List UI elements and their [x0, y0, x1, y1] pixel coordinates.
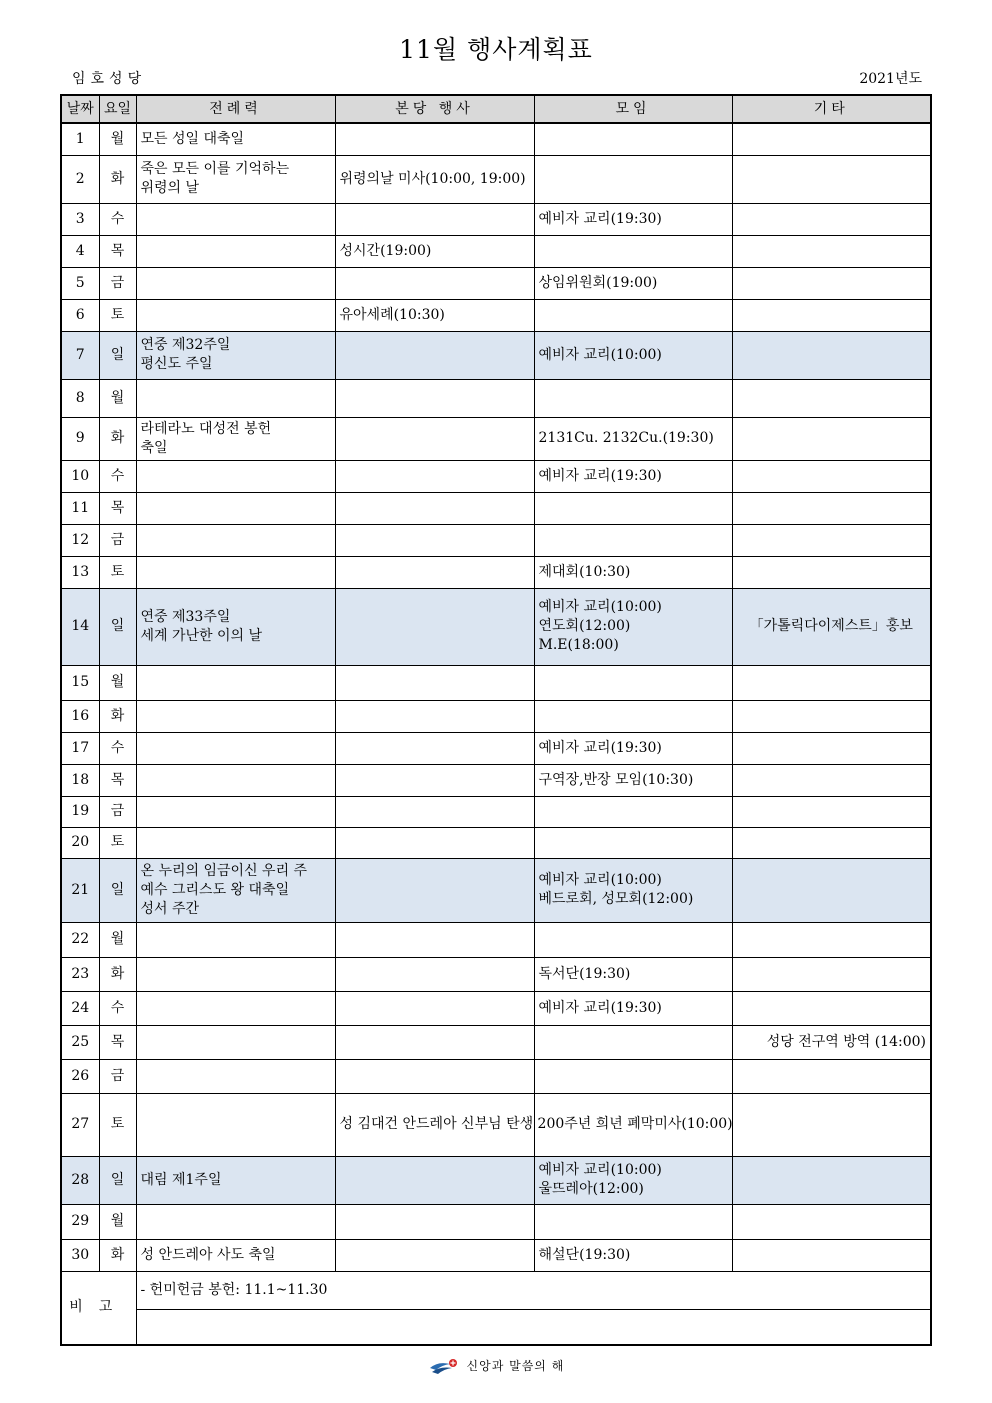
church-event-cell — [335, 267, 534, 299]
church-event-cell — [335, 991, 534, 1025]
weekday-cell: 토 — [99, 827, 136, 858]
date-cell: 22 — [61, 922, 99, 957]
date-cell: 20 — [61, 827, 99, 858]
liturgy-cell — [136, 556, 335, 588]
etc-cell — [732, 235, 931, 267]
meeting-cell: 독서단(19:30) — [534, 957, 732, 991]
footer — [0, 1357, 992, 1376]
etc-cell — [732, 203, 931, 235]
table-row — [61, 764, 931, 796]
church-event-cell — [335, 922, 534, 957]
notes-row — [61, 1271, 931, 1309]
weekday-cell: 토 — [99, 556, 136, 588]
table-row — [61, 827, 931, 858]
church-event-cell — [335, 524, 534, 556]
weekday-cell: 일 — [99, 858, 136, 922]
etc-cell: 「가톨릭다이제스트」홍보 — [732, 588, 931, 665]
date-cell: 18 — [61, 764, 99, 796]
date-cell: 9 — [61, 417, 99, 460]
meeting-cell — [534, 796, 732, 827]
table-row — [61, 858, 931, 922]
date-cell: 27 — [61, 1093, 99, 1156]
date-cell: 26 — [61, 1059, 99, 1093]
liturgy-cell — [136, 922, 335, 957]
date-cell: 28 — [61, 1156, 99, 1204]
meeting-cell — [534, 1025, 732, 1059]
event-plan-table — [60, 94, 932, 1346]
liturgy-cell — [136, 827, 335, 858]
date-cell: 1 — [61, 123, 99, 155]
church-event-cell — [335, 379, 534, 417]
date-cell: 19 — [61, 796, 99, 827]
etc-cell — [732, 922, 931, 957]
church-event-cell — [335, 556, 534, 588]
date-cell: 23 — [61, 957, 99, 991]
liturgy-cell — [136, 492, 335, 524]
etc-cell — [732, 331, 931, 379]
liturgy-cell — [136, 796, 335, 827]
liturgy-cell — [136, 203, 335, 235]
date-cell: 25 — [61, 1025, 99, 1059]
etc-cell — [732, 417, 931, 460]
table-row — [61, 235, 931, 267]
page-title: 11월 행사계획표 — [399, 35, 593, 64]
etc-cell — [732, 764, 931, 796]
meeting-cell — [534, 1204, 732, 1239]
church-event-cell — [335, 417, 534, 460]
date-cell: 3 — [61, 203, 99, 235]
header-church-events: 본당 행사 — [335, 95, 534, 123]
etc-cell — [732, 991, 931, 1025]
liturgy-cell — [136, 379, 335, 417]
weekday-cell: 월 — [99, 922, 136, 957]
table-row — [61, 1239, 931, 1271]
meeting-cell: 예비자 교리(19:30) — [534, 991, 732, 1025]
meeting-cell — [534, 827, 732, 858]
etc-cell — [732, 665, 931, 700]
table-row — [61, 1093, 931, 1156]
liturgy-cell — [136, 235, 335, 267]
date-cell: 14 — [61, 588, 99, 665]
weekday-cell: 금 — [99, 796, 136, 827]
table-row — [61, 492, 931, 524]
weekday-cell: 화 — [99, 1239, 136, 1271]
date-cell: 15 — [61, 665, 99, 700]
table-row — [61, 155, 931, 203]
church-event-cell — [335, 492, 534, 524]
liturgy-cell — [136, 991, 335, 1025]
liturgy-cell — [136, 299, 335, 331]
meeting-cell — [534, 922, 732, 957]
weekday-cell: 토 — [99, 1093, 136, 1156]
church-event-cell — [335, 1156, 534, 1204]
liturgy-cell — [136, 524, 335, 556]
liturgy-cell — [136, 957, 335, 991]
church-event-cell — [335, 1204, 534, 1239]
table-row — [61, 460, 931, 492]
footer-text: 신앙과 말씀의 해 — [466, 1359, 565, 1373]
meeting-cell: 예비자 교리(19:30) — [534, 203, 732, 235]
notes-label: 비고 — [61, 1271, 136, 1345]
church-event-cell — [335, 1239, 534, 1271]
weekday-cell: 수 — [99, 460, 136, 492]
meeting-cell — [534, 123, 732, 155]
table-row — [61, 732, 931, 764]
etc-cell — [732, 1204, 931, 1239]
notes-line-1: - 헌미헌금 봉헌: 11.1~11.30 — [136, 1271, 931, 1309]
date-cell: 13 — [61, 556, 99, 588]
header-meetings: 모임 — [534, 95, 732, 123]
liturgy-cell — [136, 1204, 335, 1239]
liturgy-cell — [136, 700, 335, 732]
table-row — [61, 299, 931, 331]
etc-cell — [732, 379, 931, 417]
meeting-cell: 예비자 교리(19:30) — [534, 460, 732, 492]
meeting-cell — [534, 524, 732, 556]
table-row — [61, 991, 931, 1025]
weekday-cell: 목 — [99, 764, 136, 796]
weekday-cell: 금 — [99, 524, 136, 556]
table-row — [61, 203, 931, 235]
church-event-cell — [335, 1025, 534, 1059]
table-row — [61, 922, 931, 957]
date-cell: 17 — [61, 732, 99, 764]
liturgy-cell: 온 누리의 임금이신 우리 주 예수 그리스도 왕 대축일 성서 주간 — [136, 858, 335, 922]
date-cell: 8 — [61, 379, 99, 417]
table-row — [61, 379, 931, 417]
church-event-cell — [335, 588, 534, 665]
church-event-cell — [335, 123, 534, 155]
weekday-cell: 월 — [99, 123, 136, 155]
date-cell: 30 — [61, 1239, 99, 1271]
meeting-cell: 2131Cu. 2132Cu.(19:30) — [534, 417, 732, 460]
liturgy-cell: 연중 제33주일 세계 가난한 이의 날 — [136, 588, 335, 665]
liturgy-cell: 죽은 모든 이를 기억하는 위령의 날 — [136, 155, 335, 203]
weekday-cell: 화 — [99, 957, 136, 991]
weekday-cell: 월 — [99, 665, 136, 700]
date-cell: 10 — [61, 460, 99, 492]
weekday-cell: 목 — [99, 492, 136, 524]
etc-cell — [732, 556, 931, 588]
date-cell: 5 — [61, 267, 99, 299]
meeting-cell — [534, 1059, 732, 1093]
table-row — [61, 331, 931, 379]
liturgy-cell — [136, 460, 335, 492]
liturgy-cell: 대림 제1주일 — [136, 1156, 335, 1204]
notes-row — [61, 1309, 931, 1345]
weekday-cell: 토 — [99, 299, 136, 331]
weekday-cell: 목 — [99, 1025, 136, 1059]
meeting-cell — [534, 492, 732, 524]
meeting-cell — [534, 155, 732, 203]
date-cell: 29 — [61, 1204, 99, 1239]
weekday-cell: 수 — [99, 732, 136, 764]
date-cell: 24 — [61, 991, 99, 1025]
etc-cell — [732, 796, 931, 827]
date-cell: 7 — [61, 331, 99, 379]
etc-cell: 성당 전구역 방역 (14:00) — [732, 1025, 931, 1059]
table-row — [61, 1204, 931, 1239]
table-row — [61, 267, 931, 299]
church-event-cell: 유아세례(10:30) — [335, 299, 534, 331]
meeting-cell: 예비자 교리(19:30) — [534, 732, 732, 764]
table-row — [61, 1059, 931, 1093]
table-row — [61, 588, 931, 665]
liturgy-cell — [136, 1093, 335, 1156]
parish-name: 임호성당 — [72, 71, 147, 87]
table-row — [61, 796, 931, 827]
church-event-cell — [335, 957, 534, 991]
table-header-row — [61, 95, 931, 123]
etc-cell — [732, 1093, 931, 1156]
etc-cell — [732, 299, 931, 331]
meeting-cell: 상임위원회(19:00) — [534, 267, 732, 299]
etc-cell — [732, 957, 931, 991]
meeting-cell — [534, 379, 732, 417]
table-row — [61, 1156, 931, 1204]
church-event-cell — [335, 331, 534, 379]
weekday-cell: 수 — [99, 991, 136, 1025]
meeting-cell: 예비자 교리(10:00) 베드로회, 성모회(12:00) — [534, 858, 732, 922]
meeting-cell — [534, 299, 732, 331]
date-cell: 11 — [61, 492, 99, 524]
church-event-cell — [335, 1059, 534, 1093]
church-event-cell: 위령의날 미사(10:00, 19:00) — [335, 155, 534, 203]
table-row — [61, 700, 931, 732]
liturgy-cell — [136, 1025, 335, 1059]
etc-cell — [732, 1059, 931, 1093]
weekday-cell: 일 — [99, 1156, 136, 1204]
meeting-cell — [534, 665, 732, 700]
etc-cell — [732, 700, 931, 732]
liturgy-cell — [136, 732, 335, 764]
table-body — [61, 123, 931, 1271]
church-event-cell — [335, 732, 534, 764]
date-cell: 4 — [61, 235, 99, 267]
date-cell: 21 — [61, 858, 99, 922]
liturgy-cell: 연중 제32주일 평신도 주일 — [136, 331, 335, 379]
church-event-cell — [335, 460, 534, 492]
liturgy-cell — [136, 1059, 335, 1093]
weekday-cell: 화 — [99, 155, 136, 203]
weekday-cell: 금 — [99, 1059, 136, 1093]
year-label: 2021년도 — [859, 71, 922, 87]
weekday-cell: 금 — [99, 267, 136, 299]
date-cell: 6 — [61, 299, 99, 331]
header-liturgy: 전례력 — [136, 95, 335, 123]
meeting-cell: 제대회(10:30) — [534, 556, 732, 588]
date-cell: 12 — [61, 524, 99, 556]
church-event-cell: 성시간(19:00) — [335, 235, 534, 267]
table-row — [61, 1025, 931, 1059]
table-row — [61, 417, 931, 460]
meeting-cell: 해설단(19:30) — [534, 1239, 732, 1271]
weekday-cell: 일 — [99, 588, 136, 665]
etc-cell — [732, 460, 931, 492]
table-row — [61, 957, 931, 991]
table-row — [61, 556, 931, 588]
meeting-cell: 예비자 교리(10:00) 울뜨레아(12:00) — [534, 1156, 732, 1204]
weekday-cell: 수 — [99, 203, 136, 235]
weekday-cell: 월 — [99, 1204, 136, 1239]
weekday-cell: 화 — [99, 417, 136, 460]
church-event-cell — [335, 700, 534, 732]
etc-cell — [732, 155, 931, 203]
weekday-cell: 일 — [99, 331, 136, 379]
weekday-cell: 목 — [99, 235, 136, 267]
liturgy-cell: 성 안드레아 사도 축일 — [136, 1239, 335, 1271]
church-event-cell — [335, 796, 534, 827]
table-row — [61, 665, 931, 700]
meeting-cell: 예비자 교리(10:00) 연도회(12:00) M.E(18:00) — [534, 588, 732, 665]
date-cell: 16 — [61, 700, 99, 732]
etc-cell — [732, 123, 931, 155]
header-date: 날짜 — [61, 95, 99, 123]
etc-cell — [732, 267, 931, 299]
church-event-cell: 성 김대건 안드레아 신부님 탄생 200주년 희년 폐막미사(10:00) — [335, 1093, 534, 1156]
etc-cell — [732, 858, 931, 922]
liturgy-cell — [136, 764, 335, 796]
meeting-cell: 구역장,반장 모임(10:30) — [534, 764, 732, 796]
meeting-cell — [534, 235, 732, 267]
liturgy-cell — [136, 267, 335, 299]
liturgy-cell: 모든 성일 대축일 — [136, 123, 335, 155]
notes-line-2 — [136, 1309, 931, 1345]
meeting-cell — [534, 700, 732, 732]
meeting-cell: 예비자 교리(10:00) — [534, 331, 732, 379]
weekday-cell: 월 — [99, 379, 136, 417]
etc-cell — [732, 1239, 931, 1271]
weekday-cell: 화 — [99, 700, 136, 732]
etc-cell — [732, 732, 931, 764]
header-day: 요일 — [99, 95, 136, 123]
etc-cell — [732, 1156, 931, 1204]
church-event-cell — [335, 203, 534, 235]
year-emblem-icon — [428, 1358, 458, 1376]
liturgy-cell — [136, 665, 335, 700]
church-event-cell — [335, 764, 534, 796]
church-event-cell — [335, 858, 534, 922]
table-row — [61, 524, 931, 556]
header-etc: 기타 — [732, 95, 931, 123]
church-event-cell — [335, 665, 534, 700]
church-event-cell — [335, 827, 534, 858]
etc-cell — [732, 524, 931, 556]
table-row — [61, 123, 931, 155]
etc-cell — [732, 492, 931, 524]
etc-cell — [732, 827, 931, 858]
date-cell: 2 — [61, 155, 99, 203]
liturgy-cell: 라테라노 대성전 봉헌 축일 — [136, 417, 335, 460]
